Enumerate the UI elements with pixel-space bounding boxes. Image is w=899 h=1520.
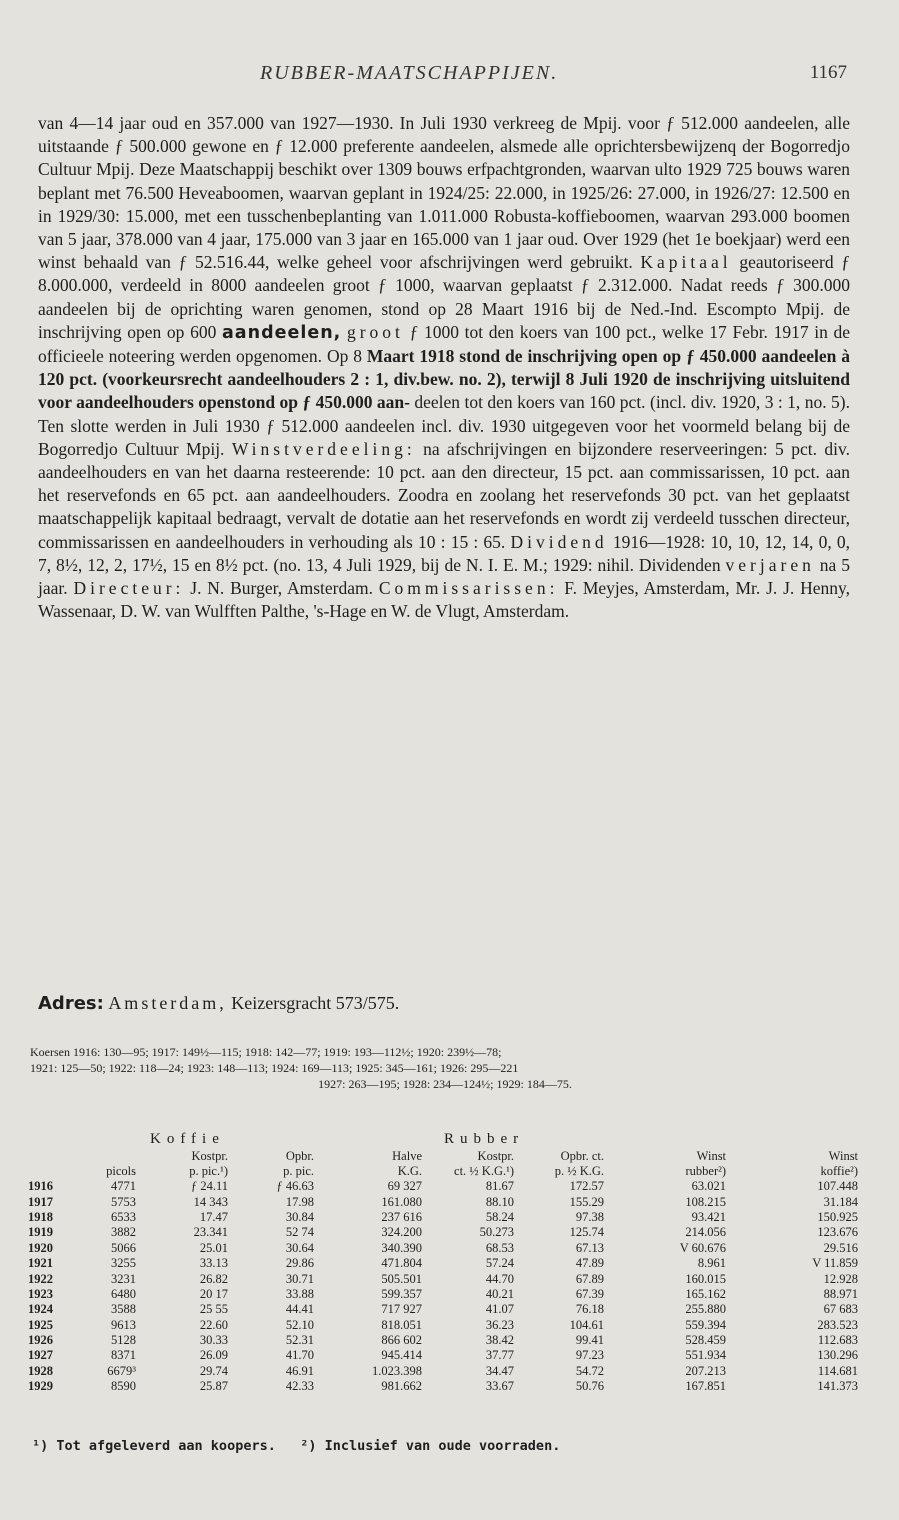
table-row	[28, 1210, 864, 1225]
table-cell: ƒ 24.11	[190, 1179, 228, 1194]
table-cell: 46.91	[285, 1363, 315, 1378]
table-cell: 81.67	[485, 1179, 515, 1194]
table-cell: 12.928	[823, 1271, 859, 1286]
table-cell: 5066	[111, 1240, 136, 1255]
table-cell: 26.09	[199, 1348, 228, 1363]
table-row	[28, 1348, 864, 1363]
table-cell: V 11.859	[812, 1256, 859, 1271]
table-cell: 717 927	[381, 1302, 423, 1317]
aandeelen-label: aandeelen,	[222, 322, 342, 343]
table-cell: 207.213	[685, 1363, 727, 1378]
table-cell: 29.516	[823, 1240, 859, 1255]
table-cell: V 60.676	[679, 1240, 727, 1255]
table-row	[28, 1287, 864, 1302]
table-cell: 818.051	[381, 1317, 423, 1332]
table-cell: 255.880	[685, 1302, 727, 1317]
table-cell: 40.21	[485, 1286, 515, 1301]
table-cell: 25.87	[199, 1379, 228, 1394]
running-title: RUBBER-MAATSCHAPPIJEN.	[260, 62, 559, 84]
table-cell: 29.86	[285, 1256, 315, 1271]
table-cell: 93.421	[691, 1209, 727, 1224]
directeur-label: Directeur:	[73, 578, 185, 599]
kapitaal-label: Kapitaal	[640, 252, 732, 273]
table-cell: 3882	[111, 1225, 136, 1240]
table-cell: 125.74	[569, 1225, 605, 1240]
table-cell: 97.23	[575, 1348, 605, 1363]
koersen-block	[30, 1044, 860, 1092]
header-cell: Opbr.	[285, 1149, 315, 1163]
table-cell: 130.296	[817, 1348, 859, 1363]
table-cell: 33.88	[285, 1286, 315, 1301]
header-cell: Opbr. ct.	[560, 1149, 605, 1163]
table-cell: 4771	[111, 1179, 136, 1194]
table-cell: 551.934	[685, 1348, 727, 1363]
table-cell: 67.13	[575, 1240, 605, 1255]
text-span: F. Meyjes, Amsterdam, Mr. J. J. Henny, Wassenaar, D. W. van Wulfften Palthe, 's-Hage en W. de Vlugt, Amsterdam.	[38, 578, 851, 622]
table-row	[28, 1179, 864, 1194]
table-row	[28, 1194, 864, 1209]
verjaren-label: verjaren	[725, 554, 815, 575]
table-cell: 108.215	[685, 1194, 727, 1209]
table-cell: 58.24	[485, 1209, 515, 1224]
text-span: 1916—1928: 10, 10, 12, 14, 0, 0, 7, 8½, 12, 2, 17½, 15 en 8½ pct. (no. 13, 4 Juli 1929, bij de N. I. E. M.; 1929: nihil. Dividenden	[38, 531, 851, 575]
table-cell: 68.53	[485, 1240, 515, 1255]
table-row	[28, 1241, 864, 1256]
table-cell: 44.70	[485, 1271, 515, 1286]
table-cell: 14 343	[193, 1194, 228, 1209]
footnote-1: ¹) Tot afgeleverd aan koopers.	[32, 1438, 276, 1454]
table-row	[28, 1364, 864, 1379]
text-span: van 4—14 jaar oud en 357.000 van 1927—1930. In Juli 1930 verkreeg de Mpij. voor ƒ 512.000 aandeelen, alle uitstaande ƒ 500.000 gewone en ƒ 12.000 preferente aandeelen, alsmede alle oprichtersbewijzenq der Bogorredjo Cultuur Mpij. Deze Maatschappij beschikt over 1309 bouws erfpachtgronden, waarvan ulto 1929 725 bouws waren beplant met 76.500 Heveaboomen, waarvan geplant in 1924/25: 22.000, in 1925/26: 27.000, in 1926/27: 12.500 en in 1929/30: 15.000, met een tusschenbeplanting van 1.011.000 Robusta-koffieboomen, waarvan 293.000 boomen van 5 jaar, 378.000 van 4 jaar, 175.000 van 3 jaar en 165.000 van 1 jaar oud. Over 1929 (het 1e boekjaar) werd een winst behaald van ƒ 52.516.44, welke geheel voor afschrijvingen werd gebruikt.	[38, 113, 850, 273]
table-cell: 88.10	[485, 1194, 515, 1209]
table-cell: 107.448	[817, 1179, 859, 1194]
table-cell: 6480	[111, 1286, 136, 1301]
table-cell: 29.74	[199, 1363, 228, 1378]
year-cell: 1918	[28, 1209, 53, 1224]
header-cell: picols	[106, 1164, 136, 1178]
table-cell: 3231	[111, 1271, 136, 1286]
table-cell: 167.851	[685, 1379, 727, 1394]
table-cell: 67.89	[575, 1271, 605, 1286]
table-cell: 283.523	[817, 1317, 859, 1332]
year-cell: 1927	[28, 1348, 53, 1363]
table-cell: 44.41	[285, 1302, 315, 1317]
table-row	[28, 1225, 864, 1240]
table-cell: 8590	[111, 1379, 136, 1394]
year-cell: 1919	[28, 1225, 53, 1240]
table-cell: ƒ 46.63	[276, 1179, 315, 1194]
header-cell: Kostpr.	[477, 1149, 515, 1163]
dividend-label: Dividend	[510, 531, 608, 552]
table-cell: 150.925	[817, 1209, 859, 1224]
koersen-line: 1921: 125—50; 1922: 118—24; 1923: 148—113; 1924: 169—113; 1925: 345—161; 1926: 295—221	[30, 1061, 519, 1075]
address-city: Amsterdam,	[108, 993, 227, 1013]
table-cell: 112.683	[817, 1333, 859, 1348]
address-label: Adres:	[38, 993, 104, 1014]
table-cell: 63.021	[691, 1179, 727, 1194]
table-cell: 471.804	[381, 1256, 423, 1271]
header-cell: p. ½ K.G.	[554, 1164, 605, 1178]
table-cell: 33.13	[199, 1256, 228, 1271]
table-cell: 3588	[111, 1302, 136, 1317]
text-span: ƒ 1000 tot den koers van 100 pct., welke 17 Febr. 1917 in de officieele noteering werden opgenomen. Op 8	[38, 321, 851, 367]
header-cell: Kostpr.	[191, 1149, 228, 1163]
year-cell: 1920	[28, 1240, 53, 1255]
body-text	[38, 112, 850, 623]
bold-text: Maart 1918 stond de inschrijving open op ƒ 450.000 aandeelen à 120 pct. (voorkeursrecht aandeelhouders 2 : 1, div.bew. no. 2), terwijl 8 Juli 1920 de inschrijving uitsluitend voor aandeelhouders openstond op ƒ 450.000 aan-	[38, 346, 850, 413]
table-cell: 6679³	[107, 1363, 136, 1378]
year-cell: 1924	[28, 1302, 53, 1317]
table-cell: 237 616	[381, 1209, 423, 1224]
table-row	[28, 1333, 864, 1348]
table-cell: 114.681	[817, 1363, 859, 1378]
table-cell: 981.662	[381, 1379, 423, 1394]
table-cell: 599.357	[381, 1286, 423, 1301]
text-span: deelen tot den koers van 160 pct. (incl. div. 1920, 3 : 1, no. 5). Ten slotte werden in Juli 1930 ƒ 512.000 aandeelen incl. div. 1930 uitgegeven voor het voormeld belang bij de Bogorredjo Cultuur Mpij.	[38, 392, 850, 459]
table-cell: 88.971	[823, 1286, 859, 1301]
table-cell: 31.184	[823, 1194, 859, 1209]
header-cell: ct. ½ K.G.¹)	[454, 1164, 515, 1178]
table-cell: 5128	[111, 1333, 136, 1348]
table-cell: 38.42	[485, 1333, 515, 1348]
table-cell: 26.82	[199, 1271, 228, 1286]
table-cell: 8371	[111, 1348, 136, 1363]
header-cell: koffie²)	[820, 1164, 859, 1178]
commissarissen-label: Commissarissen:	[378, 578, 559, 599]
year-cell: 1917	[28, 1194, 53, 1209]
table-cell: 214.056	[685, 1225, 727, 1240]
header-cell	[28, 1164, 72, 1179]
table-cell: 123.676	[817, 1225, 859, 1240]
table-cell: 52.10	[285, 1317, 315, 1332]
table-cell: 324.200	[381, 1225, 423, 1240]
table-cell: 8.961	[697, 1256, 727, 1271]
table-row	[28, 1302, 864, 1317]
year-cell: 1921	[28, 1256, 53, 1271]
header-cell: Halve	[392, 1149, 423, 1163]
table-cell: 52.31	[285, 1333, 315, 1348]
table-header-bottom	[28, 1164, 864, 1179]
koersen-line: Koersen 1916: 130—95; 1917: 149½—115; 1918: 142—77; 1919: 193—112½; 1920: 239½—78;	[30, 1045, 502, 1059]
table-cell: 30.64	[285, 1240, 315, 1255]
header-cell	[28, 1149, 72, 1164]
address-street: Keizersgracht 573/575.	[231, 993, 400, 1013]
koersen-line: 1927: 263—195; 1928: 234—124½; 1929: 184—75.	[318, 1077, 572, 1091]
address-line	[38, 993, 850, 1014]
statistics-table	[28, 1130, 864, 1394]
table-cell: 42.33	[285, 1379, 315, 1394]
year-cell: 1922	[28, 1271, 53, 1286]
table-cell: 54.72	[575, 1363, 605, 1378]
table-cell: 99.41	[575, 1333, 605, 1348]
header-cell: K.G.	[397, 1164, 423, 1178]
table-cell: 340.390	[381, 1240, 423, 1255]
table-cell: 559.394	[685, 1317, 727, 1332]
table-cell: 22.60	[199, 1317, 228, 1332]
table-cell: 141.373	[817, 1379, 859, 1394]
table-cell: 76.18	[575, 1302, 605, 1317]
table-cell: 5753	[111, 1194, 136, 1209]
text-span: na afschrijvingen en bijzondere reserveeringen: 5 pct. div. aandeelhouders en van het daarna resteerende: 10 pct. aan den directeur, 15 pct. aan commissarissen, 10 pct. aan het reservefonds en 65 pct. aan aandeelhouders. Zoodra en zoolang het reservefonds 30 pct. van het geplaatst maatschappelijk kapitaal bedraagt, vervalt de dotatie aan het reservefonds en wordt zij verdeeld tusschen directeur, commissarissen en aandeelhouders in verhouding als 10 : 15 : 65.	[38, 438, 851, 552]
table-cell: 50.76	[575, 1379, 605, 1394]
table-cell: 67.39	[575, 1286, 605, 1301]
table-header-top	[28, 1149, 864, 1164]
table-cell: 3255	[111, 1256, 136, 1271]
table-cell: 52 74	[285, 1225, 315, 1240]
footnote-2: ²) Inclusief van oude voorraden.	[300, 1438, 561, 1454]
year-cell: 1925	[28, 1317, 53, 1332]
table-cell: 67 683	[823, 1302, 859, 1317]
table-cell: 25 55	[199, 1302, 228, 1317]
group-rubber: Rubber	[444, 1131, 525, 1147]
header-cell: p. pic.	[283, 1164, 315, 1178]
text-span: J. N. Burger, Amsterdam.	[190, 578, 373, 599]
groot-label: groot	[346, 321, 404, 342]
running-head	[0, 58, 899, 92]
table-cell: 945.414	[381, 1348, 423, 1363]
table-cell: 23.341	[193, 1225, 228, 1240]
table-cell: 17.47	[199, 1209, 228, 1224]
table-cell: 1.023.398	[372, 1363, 423, 1378]
table-cell: 30.84	[285, 1209, 315, 1224]
table-cell: 41.07	[485, 1302, 515, 1317]
table-cell: 34.47	[485, 1363, 515, 1378]
table-cell: 17.98	[285, 1194, 315, 1209]
table-cell: 172.57	[569, 1179, 605, 1194]
table-cell: 160.015	[685, 1271, 727, 1286]
year-cell: 1916	[28, 1179, 53, 1194]
winstverdeeling-label: Winstverdeeling:	[231, 438, 416, 459]
table-cell: 57.24	[485, 1256, 515, 1271]
footnote	[32, 1438, 852, 1454]
header-cell: rubber²)	[685, 1164, 727, 1178]
table-cell: 161.080	[381, 1194, 423, 1209]
year-cell: 1926	[28, 1333, 53, 1348]
table-cell: 37.77	[485, 1348, 515, 1363]
year-cell: 1928	[28, 1363, 53, 1378]
table-cell: 50.273	[479, 1225, 515, 1240]
year-cell: 1923	[28, 1286, 53, 1301]
text-span: 600	[190, 321, 217, 342]
table-cell: 69 327	[387, 1179, 423, 1194]
table-row	[28, 1318, 864, 1333]
table-cell: 155.29	[569, 1194, 605, 1209]
group-koffie: Koffie	[150, 1131, 225, 1147]
table-cell: 165.162	[685, 1286, 727, 1301]
table-row	[28, 1271, 864, 1286]
text-span: na 5 jaar.	[38, 554, 850, 599]
table-cell: 25.01	[199, 1240, 228, 1255]
page-number: 1167	[809, 62, 847, 83]
table-row	[28, 1379, 864, 1394]
table-cell: 30.71	[285, 1271, 315, 1286]
table-group-row	[28, 1130, 864, 1149]
table-cell: 104.61	[569, 1317, 605, 1332]
table-cell: 47.89	[575, 1256, 605, 1271]
table-cell: 97.38	[575, 1209, 605, 1224]
header-cell	[72, 1149, 142, 1164]
table-cell: 41.70	[285, 1348, 315, 1363]
table-row	[28, 1256, 864, 1271]
table-cell: 505.501	[381, 1271, 423, 1286]
header-cell: Winst	[696, 1149, 727, 1163]
table-cell: 33.67	[485, 1379, 515, 1394]
table-cell: 6533	[111, 1209, 136, 1224]
year-cell: 1929	[28, 1379, 53, 1394]
table-cell: 866 602	[381, 1333, 423, 1348]
table-cell: 9613	[111, 1317, 136, 1332]
table-cell: 20 17	[199, 1286, 228, 1301]
table-cell: 36.23	[485, 1317, 515, 1332]
table-cell: 30.33	[199, 1333, 228, 1348]
header-cell: Winst	[828, 1149, 859, 1163]
table-cell: 528.459	[685, 1333, 727, 1348]
paragraph-text	[38, 112, 850, 623]
text-span: geautoriseerd ƒ 8.000.000, verdeeld in 8000 aandeelen groot ƒ 1000, waarvan geplaatst ƒ 2.312.000. Nadat reeds ƒ 300.000 aandeelen bij de oprichting waren genomen, stond op 28 Maart 1916 bij de Ned.-Ind. Escompto Mpij. de inschrijving open op	[38, 252, 851, 342]
header-cell: p. pic.¹)	[189, 1164, 228, 1178]
